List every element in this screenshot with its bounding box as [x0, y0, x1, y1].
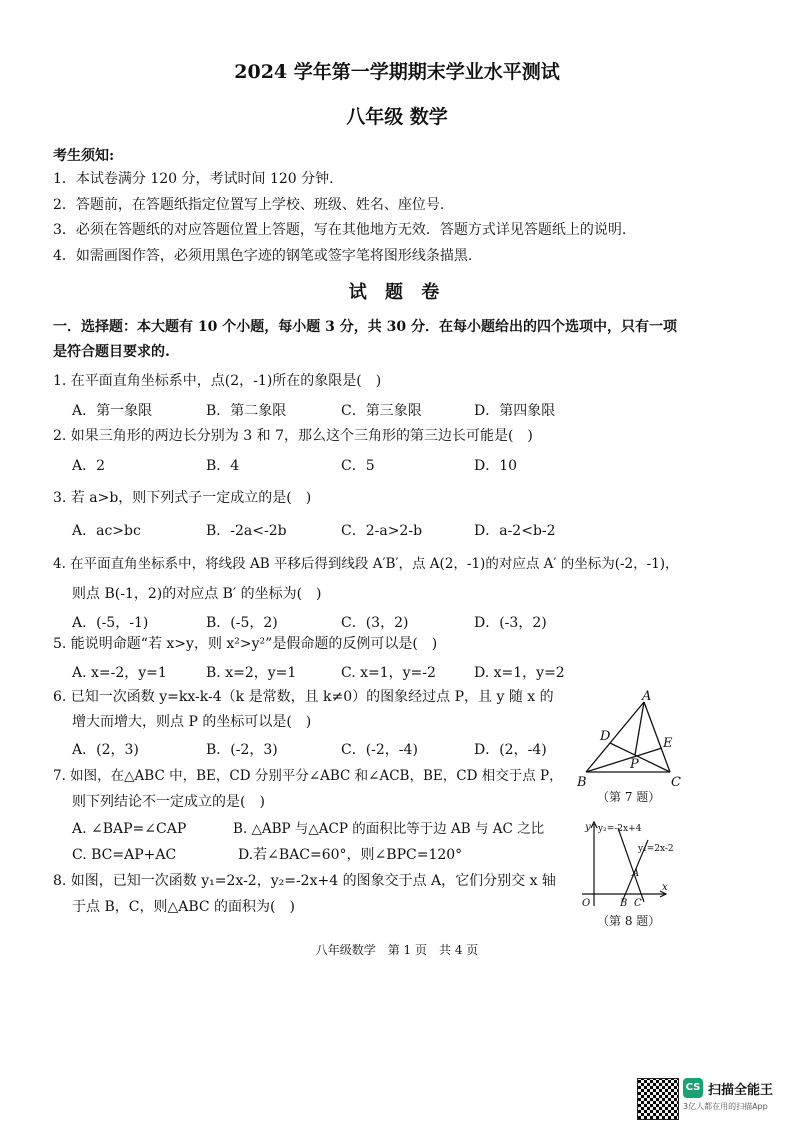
- option-c: C．第三象限: [341, 403, 422, 419]
- option-a: A. x=-2，y=1: [72, 665, 167, 681]
- camscanner-tagline: 3亿人都在用的扫描App: [683, 1102, 768, 1111]
- question-stem: 5. 能说明命题“若 x>y，则 x²>y²”是假命题的反例可以是( ): [53, 636, 438, 652]
- label-e: E: [663, 736, 673, 751]
- figure-7-triangle: [574, 690, 694, 790]
- label-b: B: [620, 898, 628, 909]
- option-b: B. x=2，y=1: [206, 665, 297, 681]
- question-stem: 4. 在平面直角坐标系中，将线段 AB 平移后得到线段 A′B′，点 A(2，-1)的对应点 A′ 的坐标为(-2，-1)，: [53, 556, 679, 572]
- label-y2-eq: y₂=-2x+4: [598, 824, 642, 834]
- label-y: y: [585, 822, 591, 833]
- option-c: C．2-a>2-b: [341, 523, 423, 539]
- page-footer: 八年级数学 第 1 页 共 4 页: [315, 943, 479, 957]
- option-b: B. △ABP 与△ACP 的面积比等于边 AB 与 AC 之比: [233, 821, 545, 837]
- figure-8-graph: [578, 818, 674, 910]
- exam-subtitle: 八年级 数学: [346, 106, 448, 128]
- option-a: A．第一象限: [72, 403, 153, 419]
- option-d: D．第四象限: [474, 403, 556, 419]
- option-c: C．(3，2): [341, 615, 409, 631]
- notice-item: 3．必须在答题纸的对应答题位置上答题，写在其他地方无效．答题方式详见答题纸上的说明.: [53, 222, 627, 238]
- option-b: B．4: [206, 458, 240, 474]
- camscanner-app-name: 扫描全能王: [708, 1083, 774, 1098]
- option-d: D.若∠BAC=60°，则∠BPC=120°: [238, 847, 463, 863]
- option-d: D．(2，-4): [474, 742, 547, 758]
- notice-heading: 考生须知:: [53, 148, 115, 164]
- qr-code-icon: [637, 1078, 679, 1120]
- option-a: A．ac>bc: [72, 523, 141, 539]
- option-a: A．(2，3): [72, 742, 139, 758]
- segment-be: [586, 748, 662, 772]
- question-stem: 2. 如果三角形的两边长分别为 3 和 7，那么这个三角形的第三边长可能是( ): [53, 428, 533, 444]
- question-stem: 3. 若 a>b，则下列式子一定成立的是( ): [53, 490, 312, 506]
- label-p: P: [630, 757, 639, 772]
- question-stem: 7. 如图，在△ABC 中，BE，CD 分别平分∠ABC 和∠ACB，BE，CD 相交于点 P，: [53, 768, 563, 784]
- question-stem: 6. 已知一次函数 y=kx-k-4（k 是常数，且 k≠0）的图象经过点 P，且 y 随 x 的: [53, 689, 554, 705]
- line-y2: [618, 828, 644, 902]
- camscanner-logo-icon: CS: [683, 1078, 703, 1098]
- option-b: B．(-5，2): [206, 615, 278, 631]
- label-o: O: [582, 898, 591, 909]
- part1-intro-cont: 是符合题目要求的.: [53, 344, 170, 360]
- section-title: 试 题 卷: [348, 282, 446, 303]
- label-d: D: [600, 729, 611, 744]
- option-b: B．第二象限: [206, 403, 287, 419]
- option-a: A．2: [72, 458, 106, 474]
- option-d: D．a-2<b-2: [474, 523, 556, 539]
- question-stem-cont: 则点 B(-1，2)的对应点 B′ 的坐标为( ): [72, 586, 322, 602]
- notice-item: 4．如需画图作答，必须用黑色字迹的钢笔或签字笔将图形线条描黑.: [53, 248, 473, 264]
- segment-ap: [635, 702, 644, 755]
- figure-7-caption: （第 7 题）: [597, 790, 661, 804]
- option-d: D. x=1，y=2: [474, 665, 565, 681]
- option-c: C. BC=AP+AC: [72, 847, 177, 863]
- notice-item: 2．答题前，在答题纸指定位置写上学校、班级、姓名、座位号.: [53, 197, 445, 213]
- label-y1-eq: y₁=2x-2: [638, 844, 674, 854]
- option-b: B．-2a<-2b: [206, 523, 287, 539]
- label-c: C: [671, 775, 681, 790]
- option-b: B．(-2，3): [206, 742, 278, 758]
- option-c: C．(-2，-4): [341, 742, 418, 758]
- notice-item: 1．本试卷满分 120 分，考试时间 120 分钟.: [53, 171, 334, 187]
- question-stem: 8. 如图，已知一次函数 y₁=2x-2，y₂=-2x+4 的图象交于点 A，它们分别交 x 轴: [53, 873, 556, 889]
- option-d: D．10: [474, 458, 518, 474]
- exam-title: 2024 学年第一学期期末学业水平测试: [234, 61, 560, 83]
- option-c: C．5: [341, 458, 375, 474]
- label-b: B: [577, 775, 587, 790]
- option-c: C. x=1，y=-2: [341, 665, 436, 681]
- figure-8-caption: （第 8 题）: [597, 914, 661, 928]
- part1-intro: 一．选择题：本大题有 10 个小题，每小题 3 分，共 30 分．在每小题给出的四个选项中，只有一项: [53, 319, 677, 335]
- label-a: A: [632, 868, 640, 879]
- option-d: D．(-3，2): [474, 615, 547, 631]
- label-x: x: [662, 882, 668, 893]
- option-a: A. ∠BAP=∠CAP: [72, 821, 187, 837]
- question-stem-cont: 增大而增大，则点 P 的坐标可以是( ): [72, 714, 312, 730]
- label-a: A: [642, 689, 652, 704]
- label-c: C: [634, 898, 642, 909]
- question-stem-cont: 于点 B，C，则△ABC 的面积为( ): [72, 899, 295, 915]
- question-stem-cont: 则下列结论不一定成立的是( ): [72, 794, 265, 810]
- question-stem: 1. 在平面直角坐标系中，点(2，-1)所在的象限是( ): [53, 373, 382, 389]
- option-a: A．(-5，-1): [72, 615, 149, 631]
